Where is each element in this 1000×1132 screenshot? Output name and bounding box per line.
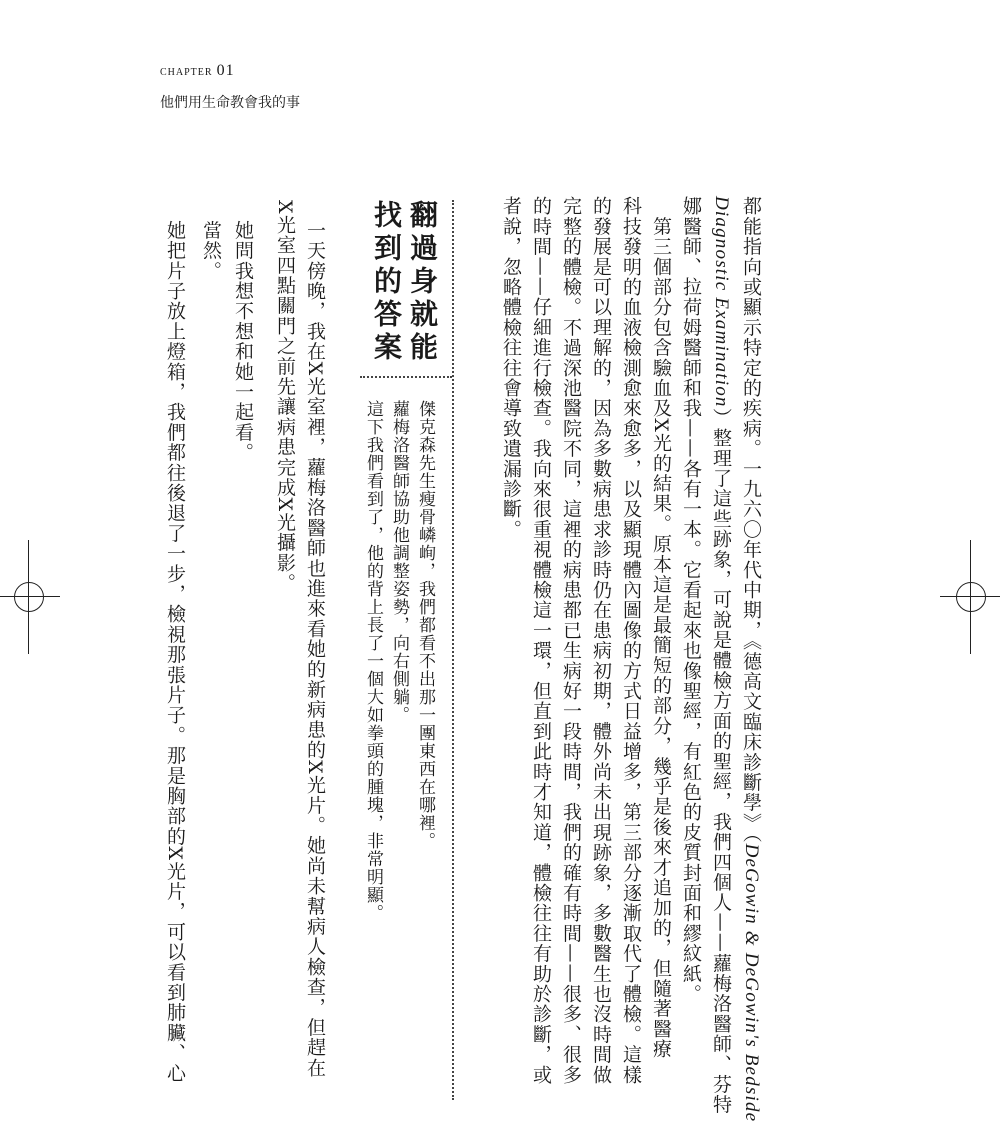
body-top-line-1-text: 都能指向或顯示特定的疾病。一九六〇年代中期，《德高文臨床診斷學》（ (740, 196, 762, 844)
sidebar-text-line-1: 傑克森先生瘦骨嶙峋，我們都看不出那一團東西在哪裡。 (415, 400, 435, 850)
body-top-column-9: 者說，忽略體檢往往會導致遺漏診斷。 (500, 196, 522, 540)
body-top-column-2 (706, 196, 736, 1115)
chapter-label-text: chapter (160, 64, 213, 79)
body-bottom-column-1: 一天傍晚，我在X光室裡，蘿梅洛醫師也進來看她的新病患的X光片。她尚未幫病人檢查，但趕在 (304, 200, 326, 1078)
sidebar-divider-horizontal (360, 376, 452, 378)
sidebar-text-line-3: 這下我們看到了，他的背上長了一個大如拳頭的腫塊，非常明顯。 (363, 400, 383, 922)
sidebar-heading-line-2: 找到的答案 (370, 200, 403, 365)
body-top-column-4: 第三個部分包含驗血及X光的結果。原本這是最簡短的部分，幾乎是後來才追加的，但隨著醫療 (650, 196, 672, 1060)
body-top-line-2-latin: Diagnostic Examination (711, 196, 732, 408)
sidebar-divider-vertical (452, 200, 454, 1100)
body-bottom-column-5: 她把片子放上燈箱，我們都往後退了一步，檢視那張片子。那是胸部的X光片，可以看到肺臟、心 (164, 200, 186, 1084)
body-top-line-2-text: ）整理了這些跡象，可說是體檢方面的聖經，我們四個人——蘿梅洛醫師、芬特 (710, 407, 732, 1115)
body-bottom-column-3: 她問我想不想和她一起看。 (232, 200, 254, 463)
chapter-label (160, 62, 235, 80)
body-top-line-1-latin: DeGowin & DeGowin's Bedside (741, 843, 762, 1123)
sidebar-text-line-2: 蘿梅洛醫師協助他調整姿勢，向右側躺。 (389, 400, 409, 724)
body-bottom-column-2: X光室四點關門之前先讓病患完成X光攝影。 (274, 200, 296, 594)
body-bottom-column-4: 當然。 (200, 200, 222, 281)
chapter-title: 他們用生命教會我的事 (160, 95, 300, 111)
registration-mark-right-icon (940, 540, 1000, 654)
body-top-column-8: 的時間——仔細進行檢查。我向來很重視體檢這一環，但直到此時才知道，體檢往往有助於診斷，或 (530, 196, 552, 1085)
body-top-column-7: 完整的體檢。不過深池醫院不同，這裡的病患都已生病好一段時間，我們的確有時間——很多、很多 (560, 196, 582, 1085)
body-top-column-6: 的發展是可以理解的，因為多數病患求診時仍在患病初期，體外尚未出現跡象，多數醫生也沒時間做 (590, 196, 612, 1085)
sidebar-heading-line-1: 翻過身就能 (406, 200, 439, 365)
body-top-column-5: 科技發明的血液檢測愈來愈多，以及顯現體內圖像的方式日益增多，第三部分逐漸取代了體檢。這樣 (620, 196, 642, 1085)
registration-mark-left-icon (0, 540, 60, 654)
body-top-column-1 (736, 196, 766, 1122)
body-top-column-3: 娜醫師、拉荷姆醫師和我——各有一本。它看起來也像聖經，有紅色的皮質封面和繆紋紙。 (680, 196, 702, 1004)
chapter-number: 01 (216, 62, 235, 79)
